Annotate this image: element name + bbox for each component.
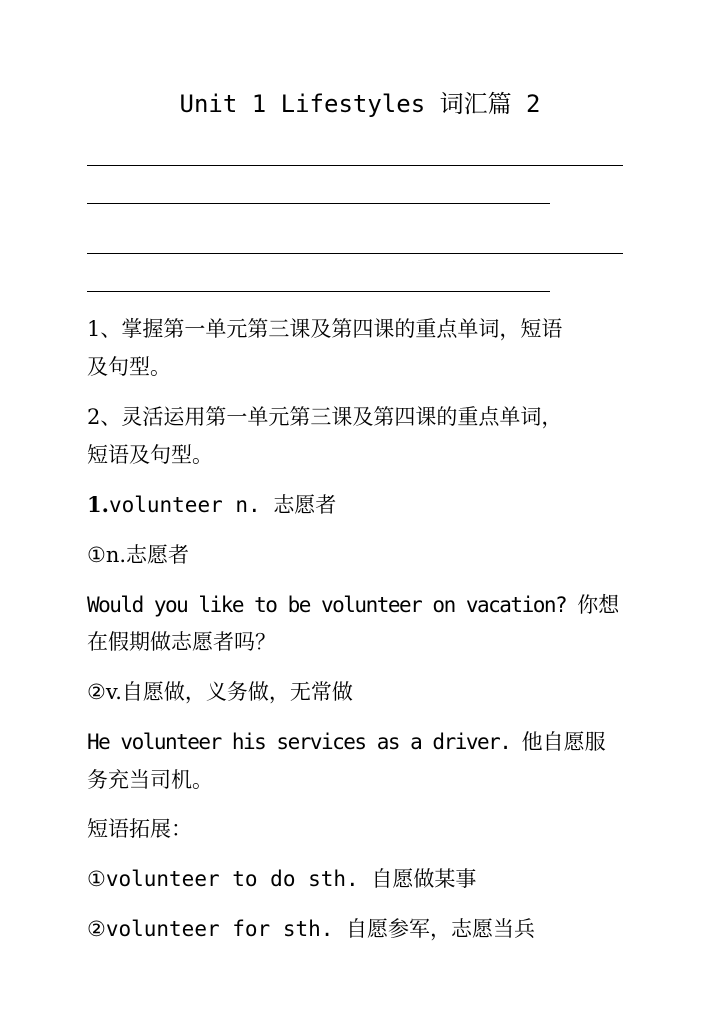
blank-answer-line — [87, 203, 550, 204]
sense-2-label: ②v.自愿做，义务做，无常做 — [87, 680, 353, 704]
goal-1-line-1: 1、掌握第一单元第三课及第四课的重点单词，短语 — [87, 317, 563, 341]
entry-headword-line — [87, 490, 647, 520]
blank-answer-line — [87, 165, 623, 166]
sense-2-example-line-2: 务充当司机。 — [87, 768, 213, 792]
sense-1-example-line-1 — [87, 590, 647, 620]
phrase-zh: 自愿做某事 — [371, 867, 477, 891]
goal-2-line-1: 2、灵活运用第一单元第三课及第四课的重点单词， — [87, 405, 563, 429]
phrase-en: ②volunteer for sth. — [87, 917, 347, 941]
phrase-item — [87, 914, 647, 944]
sense-1-example-en: Would you like to be volunteer on vacation? — [87, 593, 578, 617]
goal-2-line-2: 短语及句型。 — [87, 443, 213, 467]
entry-headword: volunteer n. — [108, 493, 274, 517]
sense-2-example-zh-start: 他自愿服 — [521, 730, 606, 754]
phrase-en: ①volunteer to do sth. — [87, 867, 372, 891]
sense-2-example-line-1 — [87, 727, 647, 757]
sense-1-label: ①n.志愿者 — [87, 543, 190, 567]
blank-answer-line — [87, 253, 623, 254]
sense-1-example-zh-start: 你想 — [577, 593, 620, 617]
entry-headword-meaning: 志愿者 — [273, 493, 337, 517]
phrase-zh: 自愿参军，志愿当兵 — [346, 917, 536, 941]
blank-answer-line — [87, 291, 550, 292]
phrase-item — [87, 864, 647, 894]
sense-2-example-en: He volunteer his services as a driver. — [87, 730, 522, 754]
document-title: Unit 1 Lifestyles 词汇篇 2 — [179, 90, 541, 118]
phrase-heading: 短语拓展： — [87, 817, 192, 841]
sense-1-example-line-2: 在假期做志愿者吗？ — [87, 630, 276, 654]
entry-number: 1. — [87, 492, 109, 517]
goal-1-line-2: 及句型。 — [87, 355, 171, 379]
